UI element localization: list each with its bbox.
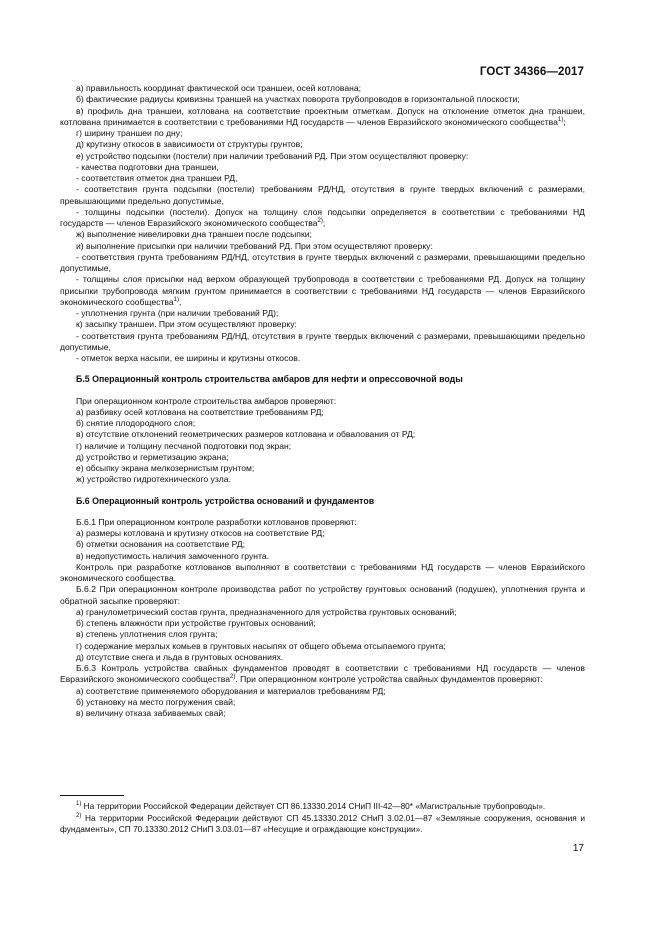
page-body: [60, 83, 585, 719]
paragraph-text: - толщины подсыпки (постели). Допуск на толщину слоя подсыпки определяется в соответствии с требованиями НД государств — членов Евразийского экономического сообщества: [60, 206, 585, 228]
spacer: [60, 486, 585, 496]
footnote-ref: 2): [230, 674, 236, 681]
paragraph: б) снятие плодородного слоя;: [76, 418, 196, 428]
paragraph: д) крутизну откосов в зависимости от структуры грунтов;: [76, 139, 303, 150]
paragraph-text: - толщины слоя присыпки над верхом образующей трубопровода в соответствии с требованиями РД. Допуск на толщину присыпки трубопровода мягким грунтом принимается в соответствии с требованиями НД государств — членов Евразийского экономического сообщества: [60, 274, 585, 307]
paragraph: а) гранулометрический состав грунта, предназначенного для устройства грунтовых оснований;: [76, 606, 457, 617]
paragraph-text: Б.6.3 Контроль устройства свайных фундаментов проводят в соответствии с требованиями НД государств — членов Евразийского экономического сообщества: [60, 663, 585, 685]
paragraph: д) устройство и герметизацию экрана;: [76, 451, 229, 462]
paragraph: б) отметки основания на соответствие РД;: [76, 539, 245, 550]
paragraph: к) засыпку траншеи. При этом осуществляют проверку:: [76, 319, 297, 330]
paragraph: г) содержание мерзлых комьев в грунтовых насыпях от общего объема отсыпаемого грунта;: [76, 640, 446, 651]
paragraph: [60, 106, 585, 129]
paragraph: а) разбивку осей котлована на соответствие требованиям РД;: [76, 406, 324, 417]
paragraph: Контроль при разработке котлованов выполняют в соответствии с требованиями НД государств — членов Евразийского экономического сообщества.: [60, 561, 585, 583]
footnote-text: На территории Российской Федерации действуют СП 45.13330.2012 СНиП 3.02.01—87 «Земляные сооружения, основания и фундаменты», СП 70.13330.2012 СНиП 3.03.01—87 «Несущие и ограждающие конструкции».: [60, 812, 585, 834]
footnote-text: На территории Российской Федерации действует СП 86.13330.2014 СНиП III-42—80* «Магистральные трубопроводы».: [81, 801, 546, 811]
paragraph: в) степень уплотнения слоя грунта;: [76, 629, 218, 640]
paragraph: - отметок верха насыпи, ее ширины и крутизны откосов.: [76, 353, 301, 363]
paragraph: в) недопустимость наличия замоченного грунта.: [76, 550, 270, 561]
paragraph: е) обсыпку экрана мелкозернистым грунтом;: [76, 463, 255, 473]
footnote-mark: 2): [76, 812, 82, 819]
paragraph: б) установку на место погружения свай;: [76, 696, 236, 707]
document-id-header: ГОСТ 34366—2017: [479, 66, 584, 78]
footnote-ref: 2): [317, 218, 323, 224]
paragraph: - соответствия отметок дна траншеи РД,: [76, 173, 238, 183]
paragraph: в) отсутствие отклонений геометрических размеров котлована и обвалования от РД;: [76, 429, 416, 440]
paragraph: б) фактические радиусы кривизны траншей на участках поворота трубопроводов в горизонтальной плоскости;: [76, 94, 520, 105]
footnote-mark: 1): [76, 801, 82, 807]
footnote-ref: 1): [557, 116, 564, 123]
paragraph-text: ;: [322, 218, 326, 228]
spacer: [60, 364, 585, 374]
paragraph: е) устройство подсыпки (постели) при наличии требований РД. При этом осуществляют проверку:: [76, 150, 469, 161]
paragraph: - соответствия грунта требованиям РД/НД, отсутствия в грунте твердых включений с размерами, превышающими предельно допустимые,: [60, 251, 585, 273]
page-number: 17: [572, 843, 584, 854]
paragraph: ж) выполнение нивелировки дна траншеи после подсыпки;: [76, 229, 312, 240]
spacer: [60, 507, 585, 517]
section-heading-b6: Б.6 Операционный контроль устройства оснований и фундаментов: [76, 495, 375, 506]
paragraph-text: ,: [179, 296, 182, 307]
paragraph: - соответствия грунта требованиям РД/НД, отсутствия в грунте твердых включений с размерами, превышающими предельно допустимые,: [60, 330, 585, 352]
paragraph: [60, 274, 585, 308]
paragraph: [60, 207, 585, 230]
footnote-ref: 1): [173, 296, 180, 303]
paragraph: а) правильность координат фактической оси траншеи, осей котлована;: [76, 83, 362, 93]
paragraph: г) наличие и толщину песчаной подготовки под экран;: [76, 440, 292, 451]
paragraph: - соответствия грунта подсыпки (постели) требованиям РД/НД, отсутствия в грунте твердых включений с размерами, превышающими предельно допустимые,: [60, 184, 585, 206]
paragraph: Б.6.2 При операционном контроле производства работ по устройству грунтовых оснований (подушек), уплотнения грунта и обратной засыпке проверяют:: [60, 584, 585, 606]
section-heading-b5: Б.5 Операционный контроль строительства амбаров для нефти и опрессовочной воды: [76, 374, 463, 385]
paragraph: - качества подготовки дна траншеи,: [76, 161, 219, 172]
paragraph: г) ширину траншеи по дну;: [76, 128, 183, 138]
paragraph-text: ;: [563, 116, 566, 127]
footnotes: [60, 801, 585, 835]
paragraph: в) величину отказа забиваемых свай;: [76, 708, 226, 718]
paragraph: б) степень влажности при устройстве грунтовых оснований;: [76, 618, 316, 628]
paragraph: [60, 663, 585, 686]
paragraph: и) выполнение присыпки при наличии требований РД. При этом осуществляют проверку:: [76, 240, 433, 251]
paragraph: - уплотнения грунта (при наличии требований РД);: [76, 308, 279, 318]
footnote-1: [60, 801, 585, 812]
paragraph: а) соответствие применяемого оборудования и материалов требованиям РД;: [76, 685, 386, 696]
paragraph-text: в) профиль дна траншеи, котлована на соответствие проектным отметкам. Допуск на отклонение отметок дна траншеи, котлована принимается в соответствии с требованиями НД государств — членов Евразийского экономического сообщества: [60, 105, 585, 127]
paragraph: При операционном контроле строительства амбаров проверяют:: [76, 395, 337, 406]
paragraph: д) отсутствие снега и льда в грунтовых основаниях.: [76, 651, 284, 662]
paragraph: Б.6.1 При операционном контроле разработки котлованов проверяют:: [76, 516, 357, 527]
paragraph: ж) устройство гидротехнического узла.: [76, 474, 231, 485]
paragraph: а) размеры котлована и крутизну откосов на соответствие РД;: [76, 528, 325, 538]
footnote-divider: [60, 795, 124, 796]
footnote-2: [60, 813, 585, 835]
paragraph-text: . При операционном контроле устройства свайных фундаментов проверяют:: [235, 674, 543, 685]
spacer: [60, 386, 585, 396]
